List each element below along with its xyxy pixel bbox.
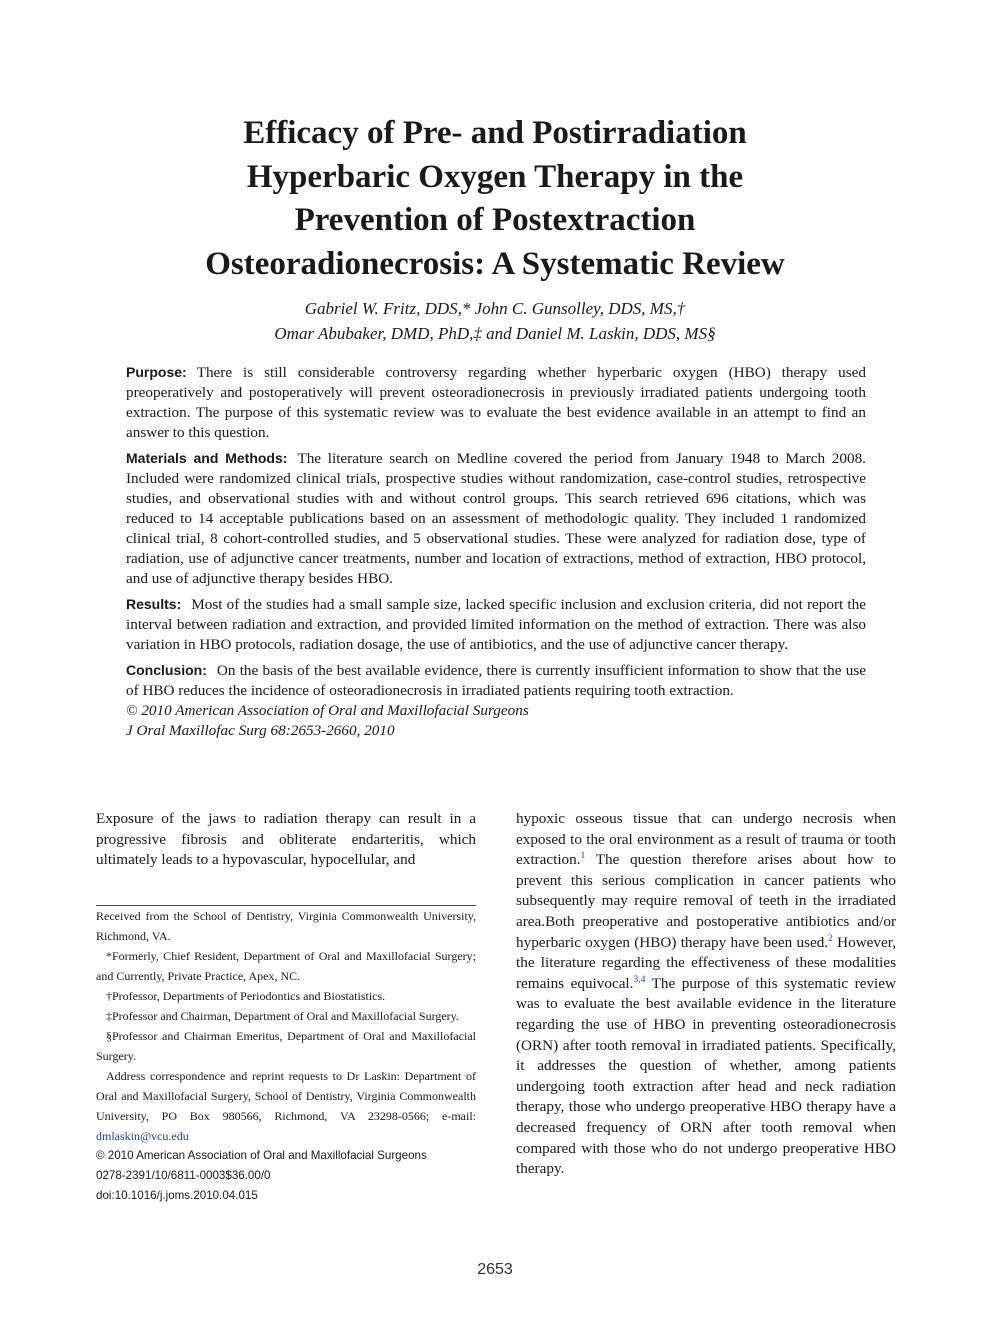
- footnote-fritz: *Formerly, Chief Resident, Department of Oral and Maxillofacial Surgery; and Currently, Private Practice, Apex, NC.: [96, 949, 476, 983]
- reference-link-1[interactable]: 1: [580, 851, 586, 862]
- page-number: 2653: [477, 1261, 513, 1278]
- methods-text: The literature search on Medline covered the period from January 1948 to March 2008. Included were randomized clinical trials, prospective studies without randomization, case-control studies, retrospective studies, and observational studies with and without control groups. This search retrieved 696 citations, which was reduced to 14 acceptable publications based on an assessment of methodologic quality. They included 1 randomized clinical trial, 8 cohort-controlled studies, and 5 observational studies. These were analyzed for radiation dose, type of radiation, use of adjunctive cancer treatments, number and location of extractions, method of extraction, HBO protocol, and use of adjunctive therapy besides HBO.: [126, 449, 866, 588]
- footnote-abubaker: ‡Professor and Chairman, Department of Oral and Maxillofacial Surgery.: [106, 1009, 459, 1023]
- correspondence-text: Address correspondence and reprint requests to Dr Laskin: Department of Oral and Maxillofacial Surgery, School of Dentistry, Virginia Commonwealth University, PO Box 980566, Richmond, VA 23298-0566; e-mail:: [96, 1069, 476, 1123]
- right-text-4: The purpose of this systematic review was to evaluate the best available evidence in the literature regarding the use of HBO in preventing osteoradionecrosis (ORN) after tooth removal in irradiated patients. Specifically, it addresses the question of whether, among patients undergoing tooth extraction after head and neck radiation therapy, those who undergo preoperative HBO therapy have a decreased frequency of ORN after tooth removal when compared with those who do not undergo preoperative HBO therapy.: [516, 974, 896, 1178]
- abstract-results: [126, 594, 866, 655]
- article-title: [110, 112, 880, 286]
- abstract-methods: [126, 448, 866, 590]
- right-text-1: hypoxic osseous tissue that can undergo necrosis when exposed to the oral environment as a result of trauma or tooth extraction.: [516, 810, 896, 869]
- footnote-doi: doi:10.1016/j.joms.2010.04.015: [96, 1189, 258, 1202]
- author-line: Gabriel W. Fritz, DDS,* John C. Gunsolley, DDS, MS,†: [304, 299, 686, 318]
- journal-citation: J Oral Maxillofac Surg 68:2653-2660, 2010: [126, 722, 395, 740]
- author-line: Omar Abubaker, DMD, PhD,‡ and Daniel M. Laskin, DDS, MS§: [274, 324, 716, 343]
- body-left-column: [96, 809, 476, 871]
- title-line: Osteoradionecrosis: A Systematic Review: [205, 245, 785, 282]
- abstract-conclusion: [126, 660, 866, 701]
- footnote-copyright: © 2010 American Association of Oral and Maxillofacial Surgeons: [96, 1149, 427, 1162]
- reference-link-3-4[interactable]: 3,4: [633, 974, 646, 985]
- intro-paragraph: Exposure of the jaws to radiation therapy can result in a progressive fibrosis and obliterate endarteritis, which ultimately leads to a hypovascular, hypocellular, and: [96, 810, 476, 869]
- purpose-text: There is still considerable controversy regarding whether hyperbaric oxygen (HBO) therapy used preoperatively and postoperatively will prevent osteoradionecrosis in previously irradiated patients undergoing tooth extraction. The purpose of this systematic review was to evaluate the best evidence available in an attempt to find an answer to this question.: [126, 364, 866, 442]
- purpose-label: Purpose:: [126, 364, 187, 380]
- footnotes: [96, 905, 476, 1206]
- abstract-copyright: © 2010 American Association of Oral and Maxillofacial Surgeons: [126, 702, 529, 719]
- email-link[interactable]: dmlaskin@vcu.edu: [96, 1129, 189, 1143]
- footnote-issn: 0278-2391/10/6811-0003$36.00/0: [96, 1169, 271, 1182]
- title-line: Efficacy of Pre- and Postirradiation: [243, 115, 747, 151]
- right-paragraph: [516, 809, 896, 1180]
- title-line: Hyperbaric Oxygen Therapy in the: [246, 158, 744, 195]
- author-list: [110, 296, 880, 346]
- results-label: Results:: [126, 596, 182, 613]
- conclusion-label: Conclusion:: [126, 661, 207, 678]
- conclusion-text: On the basis of the best available evidence, there is currently insufficient information to show that the use of HBO reduces the incidence of osteoradionecrosis in irradiated patients requiring tooth extraction.: [126, 661, 866, 699]
- methods-label: Materials and Methods:: [126, 449, 288, 466]
- title-line: Prevention of Postextraction: [294, 202, 696, 238]
- footnote-received: Received from the School of Dentistry, Virginia Commonwealth University, Richmond, VA.: [96, 909, 476, 943]
- footnote-laskin: §Professor and Chairman Emeritus, Department of Oral and Maxillofacial Surgery.: [96, 1029, 476, 1063]
- results-text: Most of the studies had a small sample size, lacked specific inclusion and exclusion criteria, did not report the interval between radiation and extraction, and provided limited information on the method of extraction. There was also variation in HBO protocols, radiation dosage, the use of antibiotics, and the use of adjunctive cancer therapy.: [126, 596, 866, 654]
- reference-link-2[interactable]: 2: [828, 933, 833, 944]
- footnote-correspondence: [96, 1066, 476, 1146]
- footnote-gunsolley: †Professor, Departments of Periodontics and Biostatistics.: [106, 989, 386, 1003]
- abstract: [126, 362, 866, 741]
- right-text-3: However, the literature regarding the effectiveness of these modalities remains equivocal.: [516, 933, 896, 992]
- body-right-column: [516, 809, 896, 1180]
- abstract-purpose: [126, 362, 866, 443]
- right-text-2: The question therefore arises about how to prevent this serious complication in cancer patients who subsequently may require removal of teeth in the irradiated area.Both preoperative and postoperative antibiotics and/or hyperbaric oxygen (HBO) therapy have been used.: [516, 851, 896, 951]
